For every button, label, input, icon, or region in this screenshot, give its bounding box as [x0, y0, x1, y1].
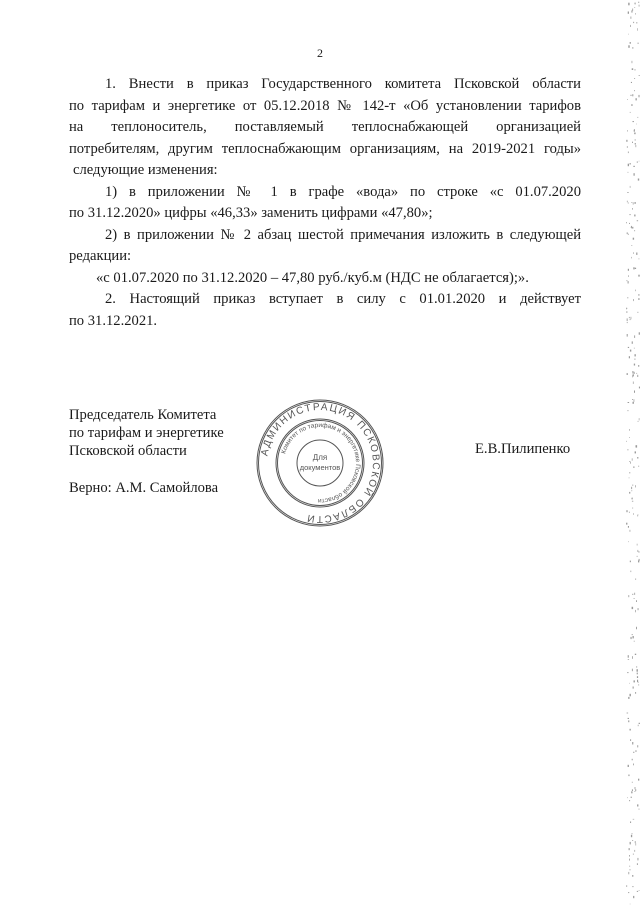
- signatory-name: Е.В.Пилипенко: [475, 441, 571, 457]
- amendment-1-line-1: 1) в приложении № 1 в графе «вода» по строке «с 01.07.2020: [105, 183, 581, 200]
- seal-center-line-2: документов: [299, 463, 341, 472]
- paragraph-1-line-1: 1. Внести в приказ Государственного комитета Псковской области: [105, 76, 581, 92]
- amendment-1-line-2: по 31.12.2020» цифры «46,33» заменить цифрами «47,80»;: [69, 205, 433, 221]
- paragraph-1-line-5: следующие изменения:: [73, 162, 218, 178]
- paragraph-2-line-1: 2. Настоящий приказ вступает в силу с 01.01.2020 и действует: [105, 291, 581, 307]
- signatory-position-line-1: Председатель Комитета: [69, 407, 217, 423]
- signatory-position-line-2: по тарифам и энергетике: [69, 425, 224, 441]
- scan-edge-noise: [620, 0, 640, 905]
- signatory-position: [69, 406, 224, 460]
- amendment-2-line-1: 2) в приложении № 2 абзац шестой примечания изложить в следующей: [105, 226, 581, 243]
- signatory-position-line-3: Псковской области: [69, 443, 187, 459]
- amendment-2-quote: «с 01.07.2020 по 31.12.2020 – 47,80 руб./куб.м (НДС не облагается);».: [96, 269, 529, 286]
- seal-inner-text: Комитет по тарифам и энергетике Псковской области: [280, 421, 362, 505]
- amendment-2-line-2: редакции:: [69, 248, 132, 264]
- paragraph-1-line-2: по тарифам и энергетике от 05.12.2018 № 142-т «Об установлении тарифов: [69, 97, 581, 114]
- seal-outer-text: АДМИНИСТРАЦИЯ ПСКОВСКОЙ ОБЛАСТИ: [259, 401, 382, 525]
- paragraph-2-line-2: по 31.12.2021.: [69, 312, 158, 329]
- official-seal: [255, 398, 385, 528]
- page-number: 2: [317, 46, 323, 60]
- certified-copy-note: Верно: А.М. Самойлова: [69, 480, 219, 496]
- order-body: [69, 74, 581, 332]
- paragraph-1-line-3: на теплоноситель, поставляемый теплоснабжающей организацией: [69, 119, 581, 135]
- paragraph-1-line-4: потребителям, другим теплоснабжающим организациям, на 2019-2021 годы»: [69, 140, 581, 157]
- seal-center-line-1: Для: [312, 453, 328, 462]
